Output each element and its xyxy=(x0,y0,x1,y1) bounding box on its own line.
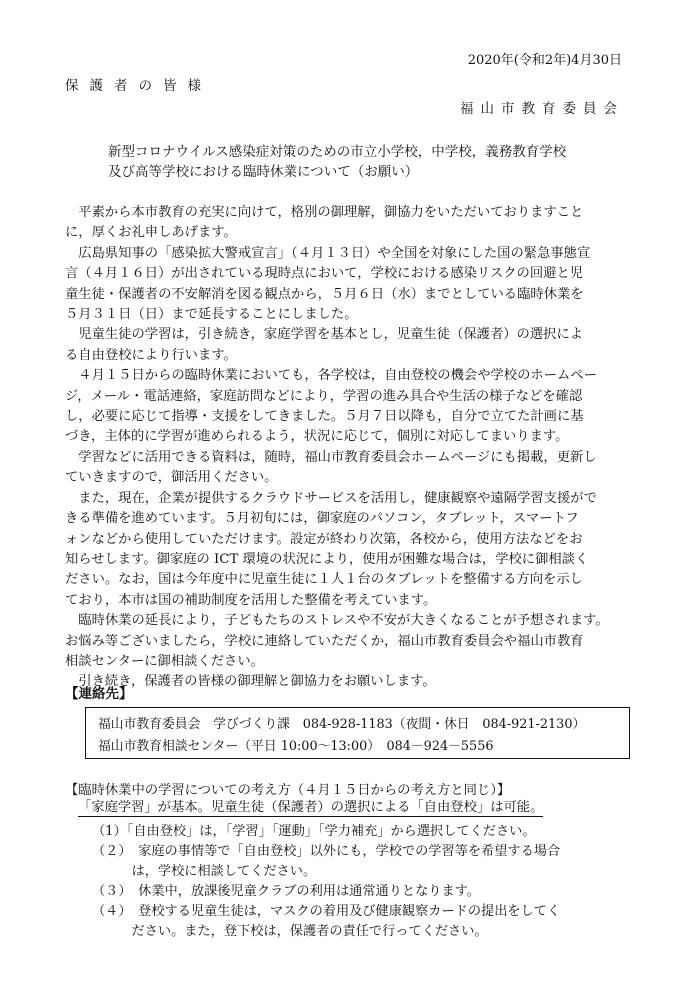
contact-heading: 【連絡先】 xyxy=(65,686,133,702)
list-item: （３） 休業中，放課後児童クラブの利用は通常通りとなります。 xyxy=(92,884,480,899)
body-line: ジ，メール・電話連絡，家庭訪問などにより，学習の進み具合や生活の様子などを確認 xyxy=(65,388,583,404)
list-item: は，学校に相談してください。 xyxy=(92,864,317,879)
body-line: 学習などに活用できる資料は，随時，福山市教育委員会ホームページにも掲載，更新し xyxy=(65,449,597,465)
sender: 福山市教育委員会 xyxy=(460,101,624,117)
body-line: 相談センターに御相談ください。 xyxy=(65,653,264,669)
study-policy-list xyxy=(92,822,632,942)
body-line: 広島県知事の「感染拡大警戒宣言」（４月１３日）や全国を対象にした国の緊急事態宣 xyxy=(65,245,591,261)
contact-counseling-center: 福山市教育相談センター（平日 10:00～13:00） 084－924－5556 xyxy=(98,739,494,754)
contact-box xyxy=(85,707,630,759)
contact-education-board: 福山市教育委員会 学びづくり課 084-928-1183（夜間・休日 084-921-2130） xyxy=(98,717,586,732)
list-item: （1）「自由登校」は，「学習」「運動」「学力補充」から選択してください。 xyxy=(92,824,536,839)
body-line: 言（４月１６日）が出されている現時点において，学校における感染リスクの回避と児 xyxy=(65,266,584,282)
list-item: （４） 登校する児童生徒は，マスクの着用及び健康観察カードの提出をしてく xyxy=(92,904,561,919)
study-policy-heading: 【臨時休業中の学習についての考え方（４月１５日からの考え方と同じ）】 xyxy=(65,783,511,798)
addressee: 保護者の皆様 xyxy=(65,78,212,94)
document-title-line-2: 及び高等学校における臨時休業について（お願い） xyxy=(108,164,419,180)
body-text xyxy=(65,203,640,693)
body-line: 知らせします。御家庭の ICT 環境の状況により，使用が困難な場合は，学校に御相談く xyxy=(65,551,589,567)
body-line: ていきますので，御活用ください。 xyxy=(65,470,278,486)
body-line: 平素から本市教育の充実に向けて，格別の御理解，御協力をいただいておりますこと xyxy=(65,205,584,220)
body-line: る自由登校により行います。 xyxy=(65,347,237,363)
body-line: また，現在，企業が提供するクラウドサービスを活用し，健康観察や遠隔学習支援がで xyxy=(65,490,597,506)
list-item: ださい。また，登下校は，保護者の責任で行ってください。 xyxy=(92,924,488,939)
body-line: づき，主体的に学習が進められるよう，状況に応じて，個別に対応してまいります。 xyxy=(65,429,569,445)
body-line: に，厚くお礼申しあげます。 xyxy=(65,225,237,241)
body-line: ォンなどから使用していただけます。設定が終わり次第，各校から，使用方法などをお xyxy=(65,531,583,547)
body-line: 引き続き，保護者の皆様の御理解と御協力をお願いします。 xyxy=(65,674,436,690)
document-title-line-1: 新型コロナウイルス感染症対策のための市立小学校，中学校，義務教育学校 xyxy=(108,144,567,160)
body-line: ５月３１日（日）まで延長することにしました。 xyxy=(65,307,358,323)
document-date: 2020年(令和2年)4月30日 xyxy=(467,53,622,68)
body-line: きる準備を進めています。５月初旬には，御家庭のパソコン，タブレット，スマートフ xyxy=(65,511,579,527)
body-line: 童生徒・保護者の不安解消を図る観点から，５月６日（水）までとしている臨時休業を xyxy=(65,286,584,302)
body-line: 児童生徒の学習は，引き続き，家庭学習を基本とし，児童生徒（保護者）の選択によ xyxy=(65,327,584,343)
body-line: ４月１５日からの臨時休業においても，各学校は，自由登校の機会や学校のホームペー xyxy=(65,368,597,384)
body-line: ださい。なお，国は今年度中に児童生徒に１人１台のタブレットを整備する方向を示し xyxy=(65,572,583,588)
body-line: ており，本市は国の補助制度を活用した整備を考えています。 xyxy=(65,592,437,608)
body-line: お悩み等ございましたら，学校に連絡していただくか，福山市教育委員会や福山市教育 xyxy=(65,633,584,649)
body-line: 臨時休業の延長により，子どもたちのストレスや不安が大きくなることが予想されます。 xyxy=(65,613,609,629)
list-item: （２） 家庭の事情等で「自由登校」以外にも，学校での学習等を希望する場合 xyxy=(92,844,561,859)
body-line: し，必要に応じて指導・支援をしてきました。５月７日以降も，自分で立てた計画に基 xyxy=(65,409,584,425)
study-policy-summary: 「家庭学習」が基本。児童生徒（保護者）の選択による「自由登校」は可能。 xyxy=(78,800,544,815)
